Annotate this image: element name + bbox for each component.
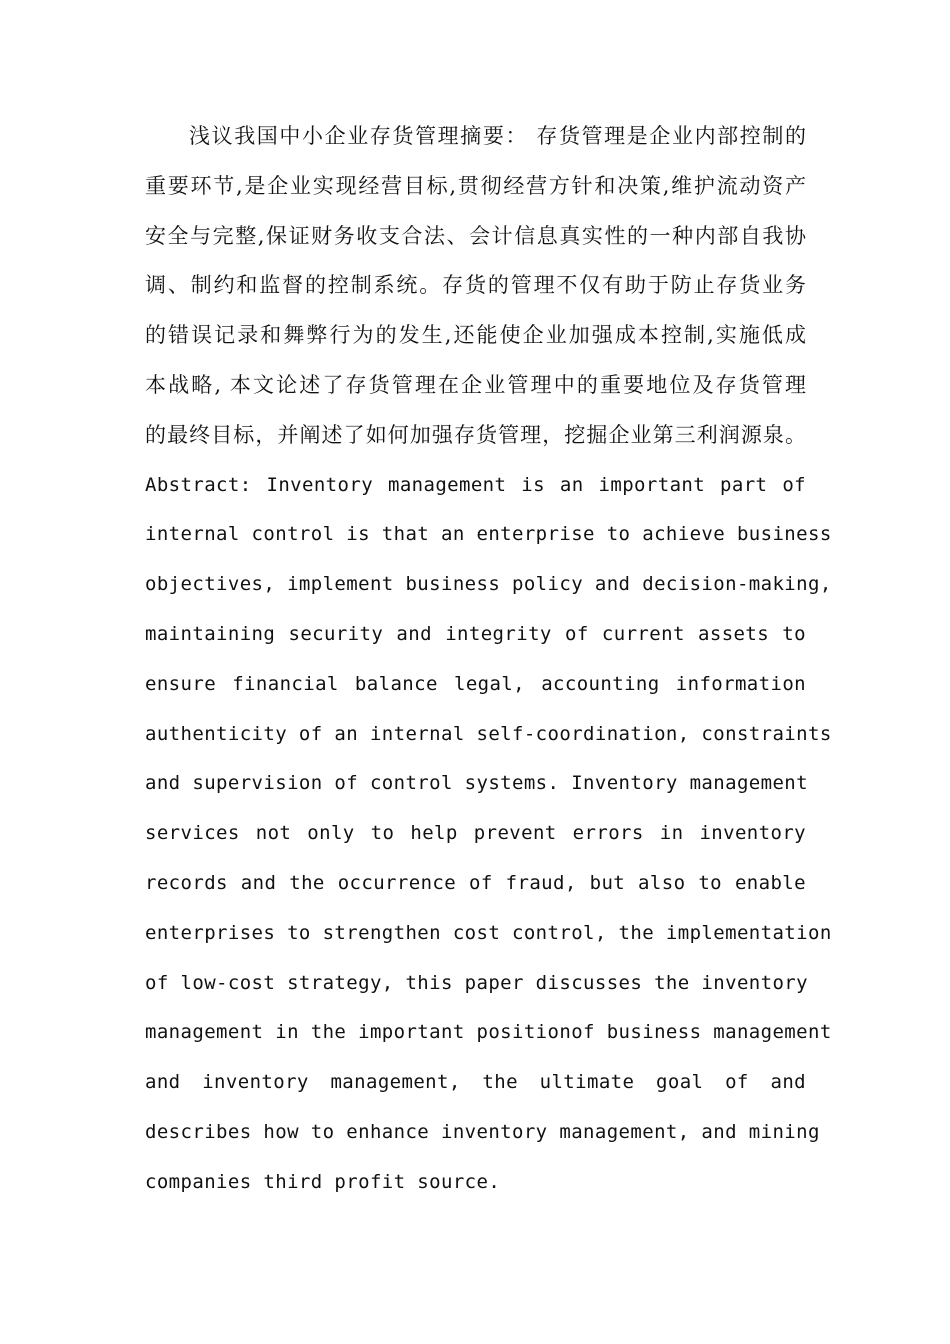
english-abstract-line: companies third profit source. bbox=[145, 1170, 501, 1193]
abstract-text-block bbox=[145, 112, 832, 1208]
english-abstract-line: Abstract: Inventory management is an important part of bbox=[145, 473, 806, 496]
english-abstract-line: ensure financial balance legal, accounting information bbox=[145, 672, 806, 695]
english-abstract-line: records and the occurrence of fraud, but also to enable bbox=[145, 871, 806, 894]
english-abstract-line: services not only to help prevent errors in inventory bbox=[145, 822, 806, 845]
english-abstract-line: of low-cost strategy, this paper discusses the inventory bbox=[145, 971, 808, 994]
english-abstract-line: maintaining security and integrity of current assets to bbox=[145, 622, 806, 645]
chinese-abstract-line: 重要环节,是企业实现经营目标,贯彻经营方针和决策,维护流动资产 bbox=[145, 173, 806, 198]
chinese-abstract-line: 浅议我国中小企业存货管理摘要： 存货管理是企业内部控制的 bbox=[189, 124, 806, 148]
chinese-abstract-line: 的错误记录和舞弊行为的发生,还能使企业加强成本控制,实施低成 bbox=[145, 323, 806, 348]
chinese-abstract-line: 本战略, 本文论述了存货管理在企业管理中的重要地位及存货管理 bbox=[145, 372, 806, 397]
english-abstract-line: management in the important positionof business management bbox=[145, 1021, 832, 1044]
english-abstract-line: objectives, implement business policy and decision-making, bbox=[145, 573, 832, 596]
english-abstract-line: and supervision of control systems. Inventory management bbox=[145, 772, 808, 795]
english-abstract-line: internal control is that an enterprise to achieve business bbox=[145, 523, 832, 546]
english-abstract-line: enterprises to strengthen cost control, the implementation bbox=[145, 921, 832, 944]
english-abstract-line: authenticity of an internal self-coordination, constraints bbox=[145, 722, 832, 745]
english-abstract-line: describes how to enhance inventory management, and mining bbox=[145, 1120, 820, 1143]
chinese-abstract-line: 调、制约和监督的控制系统。存货的管理不仅有助于防止存货业务 bbox=[145, 273, 806, 298]
chinese-abstract-line: 的最终目标，并阐述了如何加强存货管理，挖掘企业第三利润源泉。 bbox=[145, 422, 806, 447]
chinese-abstract-line: 安全与完整,保证财务收支合法、会计信息真实性的一种内部自我协 bbox=[145, 223, 806, 248]
english-abstract-line: and inventory management, the ultimate goal of and bbox=[145, 1071, 806, 1094]
